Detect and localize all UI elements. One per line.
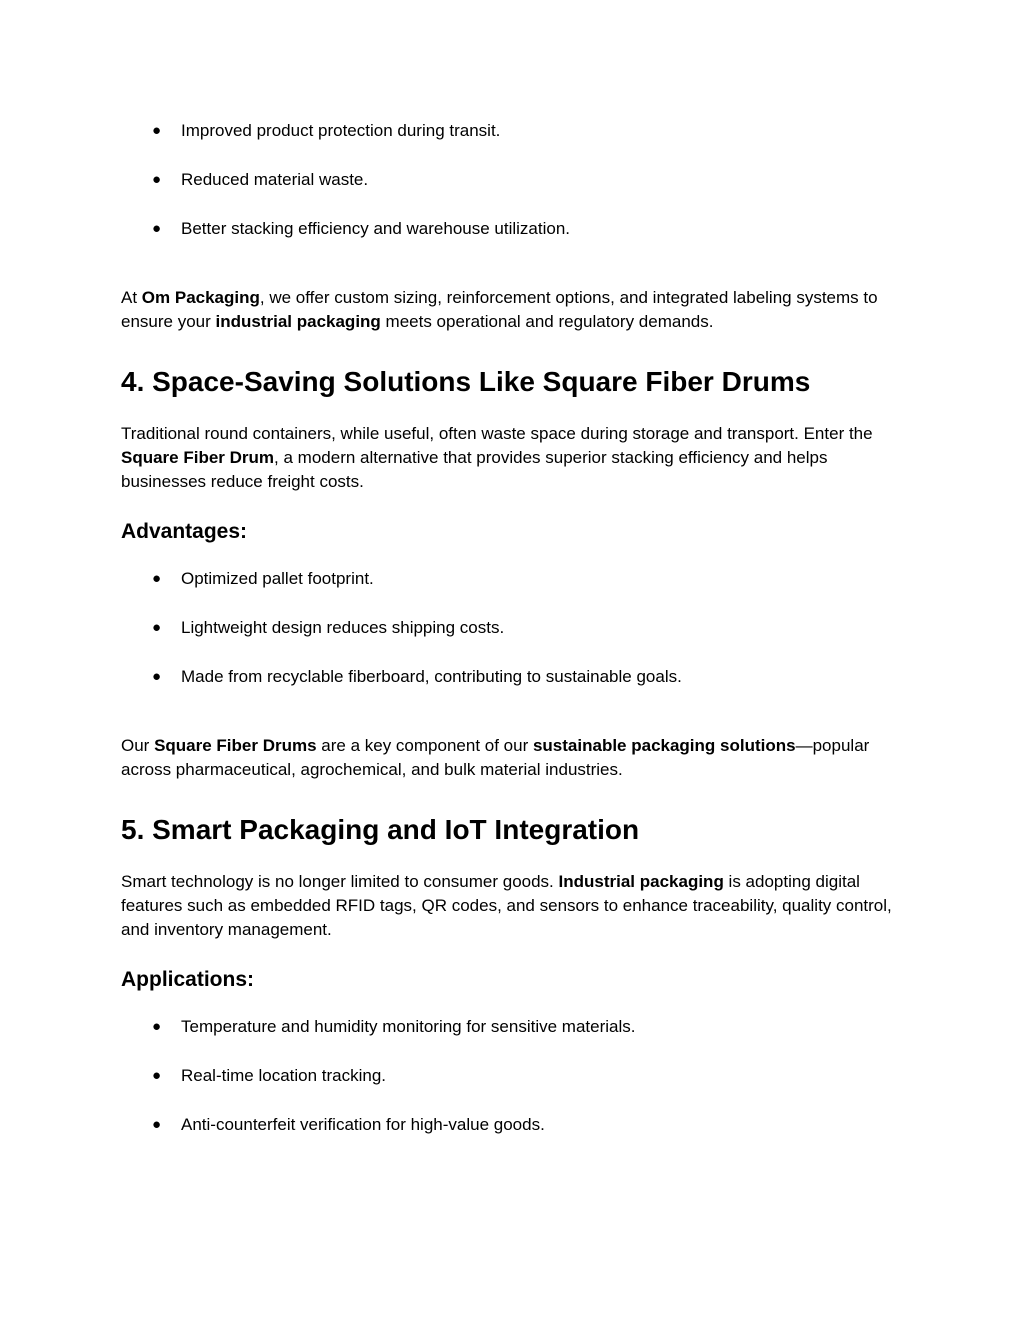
section-4-intro: Traditional round containers, while useful, often waste space during storage and transport. Enter the Square Fiber Drum, a modern alternative that provides superior stacking efficiency and helps businesses reduce freight costs.: [121, 424, 873, 491]
bullet-icon: ●: [152, 171, 162, 188]
bullet-icon: ●: [152, 220, 162, 237]
list-item: ● Reduced material waste.: [152, 170, 369, 189]
list-item: ● Made from recyclable fiberboard, contributing to sustainable goals.: [152, 667, 682, 686]
section-4-heading: 4. Space-Saving Solutions Like Square Fiber Drums: [121, 366, 811, 397]
advantages-list: [121, 568, 911, 688]
applications-heading-block: [121, 967, 911, 993]
list-item: ● Optimized pallet footprint.: [152, 569, 374, 588]
list-item: ● Better stacking efficiency and warehouse utilization.: [152, 219, 571, 238]
section-5-heading: 5. Smart Packaging and IoT Integration: [121, 814, 640, 845]
advantages-heading-block: [121, 519, 911, 545]
bullet-icon: ●: [152, 122, 162, 139]
square-fiber-drums-paragraph-block: [121, 734, 911, 782]
section-4-heading-block: [121, 365, 911, 399]
square-fiber-drums-paragraph: Our Square Fiber Drums are a key component of our sustainable packaging solutions—popular across pharmaceutical, agrochemical, and bulk material industries.: [121, 736, 870, 779]
list-item: ● Temperature and humidity monitoring for sensitive materials.: [152, 1017, 636, 1036]
section-5-heading-block: [121, 813, 911, 847]
advantages-heading: Advantages:: [121, 520, 248, 543]
om-packaging-paragraph-block: [121, 286, 911, 334]
benefits-list-block: [121, 120, 911, 240]
bullet-icon: ●: [152, 1067, 162, 1084]
bullet-icon: ●: [152, 1018, 162, 1035]
bullet-icon: ●: [152, 570, 162, 587]
bullet-icon: ●: [152, 1116, 162, 1133]
applications-heading: Applications:: [121, 968, 255, 991]
list-item: ● Lightweight design reduces shipping costs.: [152, 618, 505, 637]
benefits-list: [121, 120, 911, 240]
advantages-list-block: [121, 568, 911, 688]
applications-list-block: [121, 1016, 911, 1136]
section-5-intro: Smart technology is no longer limited to consumer goods. Industrial packaging is adopting digital features such as embedded RFID tags, QR codes, and sensors to enhance traceability, quality control, and inventory management.: [121, 872, 892, 939]
applications-list: [121, 1016, 911, 1136]
list-item: ● Anti-counterfeit verification for high-value goods.: [152, 1115, 545, 1134]
section-4-intro-block: [121, 422, 911, 494]
bullet-icon: ●: [152, 619, 162, 636]
om-packaging-paragraph: At Om Packaging, we offer custom sizing, reinforcement options, and integrated labeling systems to ensure your industrial packaging meets operational and regulatory demands.: [121, 288, 878, 331]
section-5-intro-block: [121, 870, 911, 942]
bullet-icon: ●: [152, 668, 162, 685]
list-item: ● Real-time location tracking.: [152, 1066, 387, 1085]
list-item: ● Improved product protection during transit.: [152, 121, 501, 140]
